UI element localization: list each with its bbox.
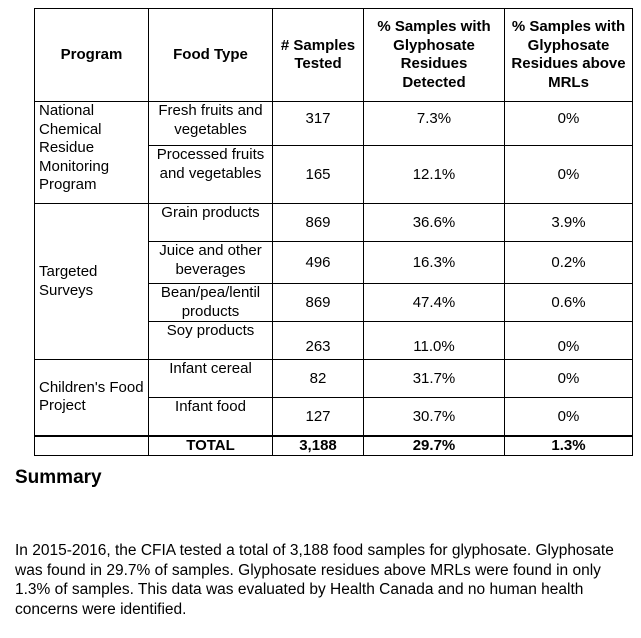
program-childrens-food: Children's Food Project	[35, 360, 149, 436]
detected-cell: 30.7%	[364, 398, 505, 436]
food-type-cell: Fresh fruits and vegetables	[149, 102, 273, 146]
food-type-cell: Juice and other beverages	[149, 242, 273, 284]
food-type-cell: Soy products	[149, 322, 273, 360]
total-blank-cell	[35, 436, 149, 456]
samples-cell: 263	[273, 322, 364, 360]
above-mrl-cell: 0%	[505, 398, 633, 436]
header-row	[35, 9, 633, 102]
samples-cell: 127	[273, 398, 364, 436]
detected-cell: 16.3%	[364, 242, 505, 284]
samples-cell: 869	[273, 204, 364, 242]
food-type-cell: Infant cereal	[149, 360, 273, 398]
samples-cell: 317	[273, 102, 364, 146]
samples-cell: 869	[273, 284, 364, 322]
detected-cell: 36.6%	[364, 204, 505, 242]
above-mrl-cell: 0.2%	[505, 242, 633, 284]
table-row	[35, 204, 633, 242]
summary-paragraph: In 2015-2016, the CFIA tested a total of 3,188 food samples for glyphosate. Glyphosate was found in 29.7% of samples. Glyphosate residues above MRLs were found in only 1.3% of samples. This data was evaluated by Health Canada and no human health concerns were identified.	[15, 542, 614, 618]
detected-cell: 31.7%	[364, 360, 505, 398]
total-label: TOTAL	[149, 436, 273, 456]
header-above-mrl: % Samples with Glyphosate Residues above MRLs	[505, 9, 633, 102]
total-detected: 29.7%	[364, 436, 505, 456]
table-row	[35, 360, 633, 398]
above-mrl-cell: 0.6%	[505, 284, 633, 322]
total-above-mrl: 1.3%	[505, 436, 633, 456]
header-detected: % Samples with Glyphosate Residues Detected	[364, 9, 505, 102]
table-row	[35, 102, 633, 146]
summary-heading: Summary	[15, 467, 102, 488]
above-mrl-cell: 0%	[505, 360, 633, 398]
detected-cell: 12.1%	[364, 146, 505, 204]
above-mrl-cell: 0%	[505, 146, 633, 204]
samples-cell: 165	[273, 146, 364, 204]
detected-cell: 11.0%	[364, 322, 505, 360]
samples-cell: 496	[273, 242, 364, 284]
above-mrl-cell: 0%	[505, 322, 633, 360]
glyphosate-results-table	[34, 8, 633, 456]
header-food-type: Food Type	[149, 9, 273, 102]
food-type-cell: Processed fruits and vegetables	[149, 146, 273, 204]
samples-cell: 82	[273, 360, 364, 398]
above-mrl-cell: 0%	[505, 102, 633, 146]
detected-cell: 47.4%	[364, 284, 505, 322]
food-type-cell: Grain products	[149, 204, 273, 242]
header-samples-tested: # Samples Tested	[273, 9, 364, 102]
program-ncrmp: National Chemical Residue Monitoring Program	[35, 102, 149, 204]
detected-cell: 7.3%	[364, 102, 505, 146]
program-targeted-surveys: Targeted Surveys	[35, 204, 149, 360]
total-row	[35, 436, 633, 456]
total-samples: 3,188	[273, 436, 364, 456]
header-program: Program	[35, 9, 149, 102]
food-type-cell: Infant food	[149, 398, 273, 436]
above-mrl-cell: 3.9%	[505, 204, 633, 242]
food-type-cell: Bean/pea/lentil products	[149, 284, 273, 322]
